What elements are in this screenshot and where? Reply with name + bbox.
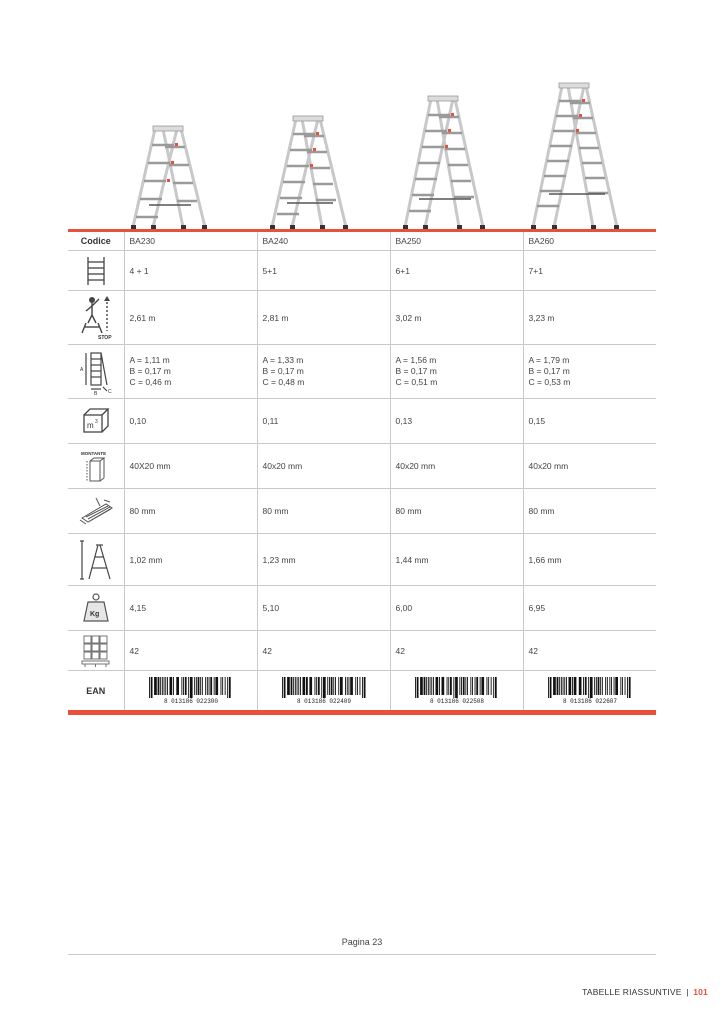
- row-steps: [68, 251, 656, 291]
- barcode-bar: [173, 677, 174, 695]
- profile-cell: 40x20 mm: [257, 444, 390, 489]
- barcode-bar: [163, 677, 164, 695]
- barcode-bar: [357, 677, 358, 695]
- barcode-bar: [188, 677, 189, 698]
- barcode-bar: [282, 677, 283, 698]
- barcode-bar: [579, 677, 582, 695]
- barcode-bar: [429, 677, 430, 695]
- barcode-bar: [210, 677, 212, 695]
- barcode-bar: [300, 677, 301, 695]
- barcode-bar: [323, 677, 326, 698]
- barcode-bar: [559, 677, 560, 695]
- barcode-bar: [327, 677, 328, 695]
- barcode-bar: [340, 677, 343, 695]
- barcode-bar: [287, 677, 290, 695]
- profile-cell: 40x20 mm: [390, 444, 523, 489]
- platform-height-icon: [76, 537, 116, 583]
- barcode-image: [405, 676, 509, 704]
- step-depth-cell: 80 mm: [124, 489, 257, 534]
- steps-cell: 6+1: [390, 251, 523, 291]
- dimensions-icon: [76, 349, 116, 395]
- barcode-image: [272, 676, 376, 704]
- weight-icon: [81, 592, 111, 624]
- barcode-bar: [611, 677, 612, 695]
- barcode-bar: [215, 677, 218, 695]
- barcode-bar: [309, 677, 312, 695]
- barcode-bar: [420, 677, 423, 695]
- barcode-bar: [588, 677, 589, 698]
- barcode-bar: [154, 677, 157, 695]
- barcode-bar: [195, 677, 196, 695]
- barcode-bar: [590, 677, 593, 698]
- barcode-bar: [553, 677, 556, 695]
- platform-height-cell: 1,23 mm: [257, 534, 390, 586]
- section-title: TABELLE RIASSUNTIVE: [582, 987, 682, 997]
- barcode-bar: [150, 677, 152, 698]
- weight-unit: Kg: [89, 611, 100, 618]
- barcode-bar: [416, 677, 418, 698]
- profile-section-icon: [78, 449, 114, 483]
- barcode-bar: [568, 677, 571, 695]
- barcode-bar: [298, 677, 299, 695]
- profile-caption: MONTANTE: [80, 451, 106, 456]
- barcode-bar: [439, 677, 440, 695]
- barcode-bar: [213, 677, 214, 695]
- barcode-bar: [494, 677, 496, 698]
- barcode-bar: [435, 677, 438, 695]
- barcode-bar: [453, 677, 454, 698]
- code-cell: BA260: [523, 231, 656, 251]
- barcode-image: [538, 676, 642, 704]
- barcode-bar: [562, 677, 563, 695]
- barcode-bar: [627, 677, 628, 698]
- barcode-bar: [470, 677, 471, 695]
- barcode-bar: [201, 677, 202, 695]
- barcode-svg: [538, 676, 642, 704]
- barcode-bar: [208, 677, 209, 695]
- barcode-bar: [455, 677, 458, 698]
- pallet-icon: [78, 634, 114, 668]
- barcode-bar: [169, 677, 172, 695]
- section-footer: [582, 987, 708, 997]
- barcode-bar: [345, 677, 346, 695]
- barcode-bar: [472, 677, 473, 695]
- barcode-bar: [176, 677, 179, 695]
- barcode-bar: [294, 677, 295, 695]
- dim-c-label: C: [107, 388, 112, 395]
- ean-number: 8 013186 022300: [163, 697, 218, 704]
- height-cell: 3,02 m: [390, 291, 523, 345]
- barcode-bar: [620, 677, 621, 695]
- barcode-bar: [488, 677, 489, 695]
- platform-height-cell: 1,02 mm: [124, 534, 257, 586]
- weight-cell: 4,15: [124, 586, 257, 631]
- barcode-bar: [224, 677, 225, 695]
- height-cell: 2,81 m: [257, 291, 390, 345]
- step-depth-cell: 80 mm: [390, 489, 523, 534]
- barcode-bar: [283, 677, 285, 698]
- rungs-icon: [83, 256, 109, 286]
- barcode-bar: [585, 677, 587, 695]
- steps-cell: 7+1: [523, 251, 656, 291]
- barcode-bar: [474, 677, 475, 695]
- row-weight: [68, 586, 656, 631]
- barcode-bar: [462, 677, 464, 695]
- barcode-bar: [561, 677, 562, 695]
- dim-b-label: B: [93, 390, 98, 395]
- barcode-bar: [184, 677, 186, 695]
- steps-cell: 5+1: [257, 251, 390, 291]
- barcode-bar: [549, 677, 551, 698]
- barcode-bar: [359, 677, 360, 695]
- pallet-cell: 42: [523, 631, 656, 671]
- barcode-bar: [572, 677, 573, 695]
- barcode-bar: [362, 677, 363, 698]
- dimensions-cell: A = 1,11 m B = 0,17 m C = 0,46 m: [124, 345, 257, 399]
- spec-table: [68, 229, 656, 715]
- barcode-bar: [427, 677, 428, 695]
- barcode-bar: [167, 677, 168, 695]
- barcode-bar: [189, 677, 192, 698]
- barcode-bar: [583, 677, 584, 695]
- dimensions-cell: A = 1,79 m B = 0,17 m C = 0,53 m: [523, 345, 656, 399]
- barcode-bar: [222, 677, 223, 695]
- row-working-height: [68, 291, 656, 345]
- barcode-bar: [479, 677, 480, 695]
- barcode-bar: [165, 677, 166, 695]
- barcode-bar: [206, 677, 207, 695]
- footer-separator: |: [686, 987, 689, 997]
- code-cell: BA240: [257, 231, 390, 251]
- barcode-bar: [467, 677, 468, 695]
- barcode-bar: [615, 677, 618, 695]
- barcode-bar: [228, 677, 230, 698]
- row-volume: [68, 399, 656, 444]
- barcode-bar: [481, 677, 484, 695]
- code-cell: BA250: [390, 231, 523, 251]
- barcode-bar: [355, 677, 356, 695]
- platform-height-cell: 1,66 mm: [523, 534, 656, 586]
- height-cell: 3,23 m: [523, 291, 656, 345]
- barcode-bar: [363, 677, 365, 698]
- barcode-bar: [306, 677, 308, 695]
- barcode-bar: [596, 677, 597, 695]
- barcode-bar: [476, 677, 478, 695]
- weight-cell: 5,10: [257, 586, 390, 631]
- barcode-bar: [350, 677, 353, 695]
- barcode-bar: [333, 677, 334, 695]
- barcode-bar: [622, 677, 623, 695]
- barcode-bar: [486, 677, 487, 695]
- row-dimensions: [68, 345, 656, 399]
- barcode-bar: [183, 677, 184, 695]
- barcode-bar: [490, 677, 491, 695]
- barcode-bar: [594, 677, 595, 695]
- barcode-bar: [161, 677, 162, 695]
- barcode-bar: [205, 677, 206, 695]
- ladder-image-ba230: [125, 125, 209, 230]
- barcode-bar: [330, 677, 332, 695]
- barcode-bar: [227, 677, 228, 698]
- working-height-icon: [76, 295, 116, 341]
- barcode-bar: [446, 677, 447, 695]
- barcode-bar: [157, 677, 159, 695]
- barcode-bar: [556, 677, 558, 695]
- ean-number: 8 013186 022508: [429, 697, 484, 704]
- barcode-svg: [405, 676, 509, 704]
- profile-cell: 40x20 mm: [523, 444, 656, 489]
- barcode-bar: [459, 677, 460, 695]
- barcode-bar: [433, 677, 434, 695]
- barcode-bar: [335, 677, 336, 695]
- barcode-svg: [139, 676, 243, 704]
- footer-divider: [68, 954, 656, 955]
- barcode-image: [139, 676, 243, 704]
- step-depth-cell: 80 mm: [523, 489, 656, 534]
- barcode-bar: [431, 677, 432, 695]
- volume-cell: 0,13: [390, 399, 523, 444]
- volume-cell: 0,15: [523, 399, 656, 444]
- barcode-bar: [314, 677, 315, 695]
- code-label: Codice: [80, 236, 111, 246]
- volume-cell: 0,11: [257, 399, 390, 444]
- code-header-cell: [68, 231, 124, 251]
- weight-cell: 6,95: [523, 586, 656, 631]
- page-indicator: Pagina 23: [341, 937, 383, 947]
- barcode-bar: [197, 677, 199, 695]
- row-code: [68, 231, 656, 251]
- barcode-bar: [293, 677, 294, 695]
- barcode-bar: [624, 677, 625, 695]
- platform-height-cell: 1,44 mm: [390, 534, 523, 586]
- barcode-bar: [338, 677, 339, 695]
- dimensions-cell: A = 1,33 m B = 0,17 m C = 0,48 m: [257, 345, 390, 399]
- row-pallet: [68, 631, 656, 671]
- pallet-cell: 42: [390, 631, 523, 671]
- dim-a-label: A: [79, 366, 84, 373]
- barcode-bar: [597, 677, 599, 695]
- barcode-bar: [415, 677, 416, 698]
- barcode-bar: [461, 677, 462, 695]
- pallet-cell: 42: [124, 631, 257, 671]
- barcode-bar: [194, 677, 195, 695]
- barcode-bar: [573, 677, 576, 695]
- ean-number: 8 013186 022409: [296, 697, 351, 704]
- ladder-image-ba240: [265, 115, 349, 230]
- barcode-bar: [296, 677, 297, 695]
- barcode-bar: [450, 677, 452, 695]
- dimensions-cell: A = 1,56 m B = 0,17 m C = 0,51 m: [390, 345, 523, 399]
- barcode-bar: [613, 677, 614, 695]
- barcode-bar: [600, 677, 601, 695]
- barcode-bar: [607, 677, 608, 695]
- barcode-bar: [149, 677, 150, 698]
- barcode-bar: [321, 677, 322, 698]
- barcode-bar: [465, 677, 466, 695]
- barcode-bar: [548, 677, 549, 698]
- barcode-bar: [602, 677, 603, 695]
- barcode-bar: [423, 677, 425, 695]
- barcode-bar: [441, 677, 444, 695]
- stop-label: STOP: [97, 334, 112, 341]
- row-ean: [68, 671, 656, 713]
- barcode-bar: [302, 677, 305, 695]
- barcode-bar: [564, 677, 565, 695]
- steps-cell: 4 + 1: [124, 251, 257, 291]
- barcode-bar: [448, 677, 449, 695]
- volume-cube-icon: [81, 407, 111, 435]
- barcode-bar: [566, 677, 567, 695]
- weight-cell: 6,00: [390, 586, 523, 631]
- row-platform-height: [68, 534, 656, 586]
- barcode-bar: [160, 677, 161, 695]
- height-cell: 2,61 m: [124, 291, 257, 345]
- barcode-svg: [272, 676, 376, 704]
- barcode-bar: [629, 677, 631, 698]
- barcode-bar: [493, 677, 494, 698]
- barcode-bar: [346, 677, 347, 695]
- ladder-image-ba260: [525, 82, 625, 230]
- barcode-bar: [329, 677, 330, 695]
- barcode-bar: [348, 677, 349, 695]
- row-step-depth: [68, 489, 656, 534]
- barcode-bar: [317, 677, 319, 695]
- barcode-bar: [181, 677, 182, 695]
- step-depth-icon: [76, 496, 116, 526]
- barcode-bar: [200, 677, 201, 695]
- barcode-bar: [316, 677, 317, 695]
- volume-cell: 0,10: [124, 399, 257, 444]
- ean-label: EAN: [86, 685, 106, 696]
- barcode-bar: [220, 677, 221, 695]
- ladder-images: [125, 80, 656, 230]
- volume-exponent: 3: [94, 419, 98, 425]
- code-cell: BA230: [124, 231, 257, 251]
- pallet-cell: 42: [257, 631, 390, 671]
- row-profile: [68, 444, 656, 489]
- barcode-bar: [426, 677, 427, 695]
- page-number: 101: [693, 987, 708, 997]
- barcode-bar: [290, 677, 292, 695]
- ladder-image-ba250: [397, 95, 489, 230]
- volume-unit: m: [86, 421, 94, 430]
- barcode-bar: [609, 677, 610, 695]
- ean-number: 8 013186 022607: [562, 697, 617, 704]
- profile-cell: 40X20 mm: [124, 444, 257, 489]
- step-depth-cell: 80 mm: [257, 489, 390, 534]
- barcode-bar: [605, 677, 606, 695]
